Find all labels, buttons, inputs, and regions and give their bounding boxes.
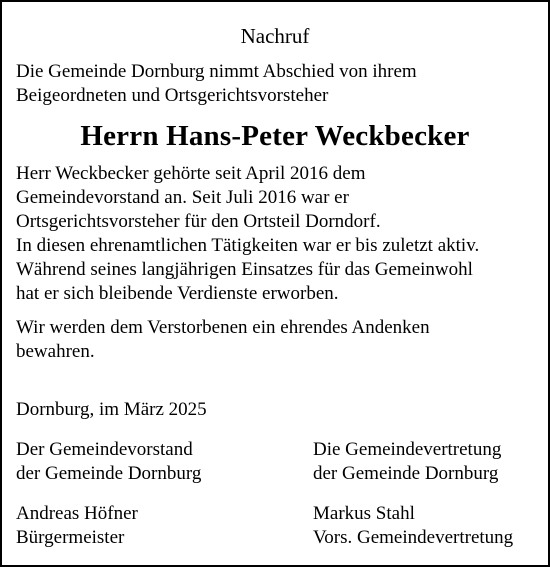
- signer-name: Markus Stahl: [313, 503, 415, 524]
- biography-line: Während seines langjährigen Einsatzes für das Gemeinwohl: [16, 259, 473, 280]
- signature-line: der Gemeinde Dornburg: [16, 463, 202, 484]
- signature-block: [16, 438, 534, 550]
- closing-line: bewahren.: [16, 341, 95, 362]
- signature-left-body: [16, 438, 313, 486]
- intro-line: Beigeordneten und Ortsgerichtsvorsteher: [16, 85, 329, 106]
- intro-line: Die Gemeinde Dornburg nimmt Abschied von ihrem: [16, 61, 417, 82]
- biography-line: Ortsgerichtsvorsteher für den Ortsteil Dorndorf.: [16, 211, 381, 232]
- signature-line: Der Gemeindevorstand: [16, 439, 193, 460]
- signature-right-body: [313, 438, 534, 486]
- signer-title: Vors. Gemeindevertretung: [313, 527, 514, 548]
- signature-left-signer: [16, 502, 313, 550]
- intro-text: [16, 60, 534, 108]
- signature-right-signer: [313, 502, 534, 550]
- biography-line: Gemeindevorstand an. Seit Juli 2016 war er: [16, 187, 349, 208]
- signer-title: Bürgermeister: [16, 527, 125, 548]
- signature-line: Die Gemeindevertretung: [313, 439, 502, 460]
- deceased-name: Herrn Hans-Peter Weckbecker: [80, 120, 470, 152]
- place-and-date: Dornburg, im März 2025: [16, 399, 207, 420]
- closing-line: Wir werden dem Verstorbenen ein ehrendes Andenken: [16, 317, 430, 338]
- biography-text: [16, 162, 534, 306]
- closing-text: [16, 316, 534, 364]
- biography-line: In diesen ehrenamtlichen Tätigkeiten war er bis zuletzt aktiv.: [16, 235, 480, 256]
- biography-line: Herr Weckbecker gehörte seit April 2016 dem: [16, 163, 366, 184]
- biography-line: hat er sich bleibende Verdienste erworben.: [16, 283, 339, 304]
- signature-line: der Gemeinde Dornburg: [313, 463, 499, 484]
- notice-heading: Nachruf: [240, 24, 310, 48]
- signer-name: Andreas Höfner: [16, 503, 138, 524]
